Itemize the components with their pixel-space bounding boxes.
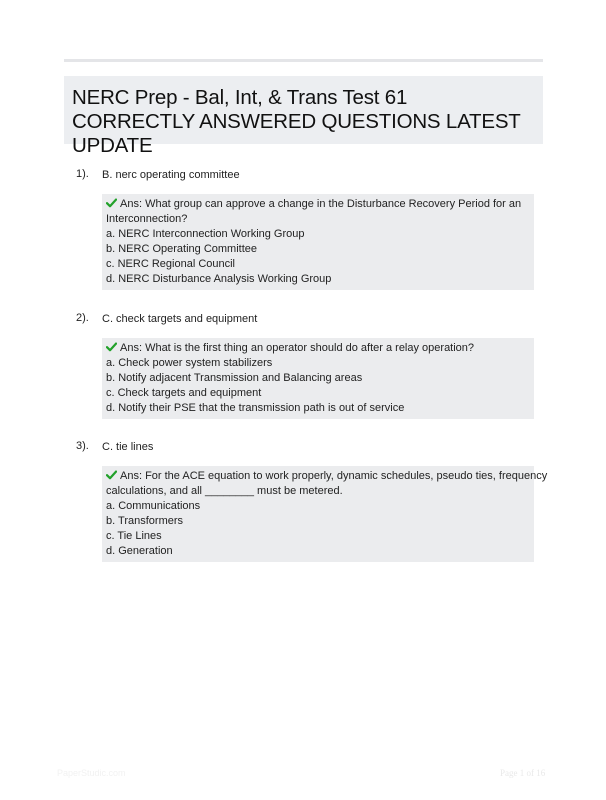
option-d: d. Notify their PSE that the transmission path is out of service xyxy=(106,402,405,414)
check-icon xyxy=(106,342,117,352)
title-banner xyxy=(64,76,543,157)
page-number: Page 1 of 16 xyxy=(500,768,546,778)
check-icon xyxy=(106,470,117,480)
question-number: 3). xyxy=(76,440,89,452)
question-text-line: Ans: What group can approve a change in the Disturbance Recovery Period for an xyxy=(120,198,522,210)
check-icon xyxy=(106,198,117,208)
answer-box xyxy=(102,194,534,290)
option-c: c. NERC Regional Council xyxy=(106,258,235,270)
question-number: 2). xyxy=(76,312,89,324)
question-answer: C. tie lines xyxy=(102,441,154,453)
question-text-line: Interconnection? xyxy=(106,213,188,225)
document-title: NERC Prep - Bal, Int, & Trans Test 61 CORRECTLY ANSWERED QUESTIONS LATEST UPDATE xyxy=(72,86,521,157)
question-text-line: calculations, and all ________ must be metered. xyxy=(106,485,343,497)
option-a: a. NERC Interconnection Working Group xyxy=(106,228,305,240)
top-divider xyxy=(64,59,543,62)
answer-box xyxy=(102,466,548,562)
option-a: a. Communications xyxy=(106,500,201,512)
option-b: b. NERC Operating Committee xyxy=(106,243,257,255)
option-b: b. Transformers xyxy=(106,515,184,527)
option-c: c. Check targets and equipment xyxy=(106,387,262,399)
answer-box xyxy=(102,338,534,419)
option-d: d. NERC Disturbance Analysis Working Group xyxy=(106,273,332,285)
question-answer: C. check targets and equipment xyxy=(102,313,258,325)
option-b: b. Notify adjacent Transmission and Balancing areas xyxy=(106,372,363,384)
footer-watermark: PaperStudic.com xyxy=(57,768,126,778)
option-c: c. Tie Lines xyxy=(106,530,162,542)
question-text-line: Ans: What is the first thing an operator should do after a relay operation? xyxy=(120,342,475,354)
question-answer: B. nerc operating committee xyxy=(102,169,240,181)
option-a: a. Check power system stabilizers xyxy=(106,357,273,369)
question-number: 1). xyxy=(76,168,89,180)
option-d: d. Generation xyxy=(106,545,173,557)
question-text-line: Ans: For the ACE equation to work properly, dynamic schedules, pseudo ties, frequency xyxy=(120,470,548,482)
